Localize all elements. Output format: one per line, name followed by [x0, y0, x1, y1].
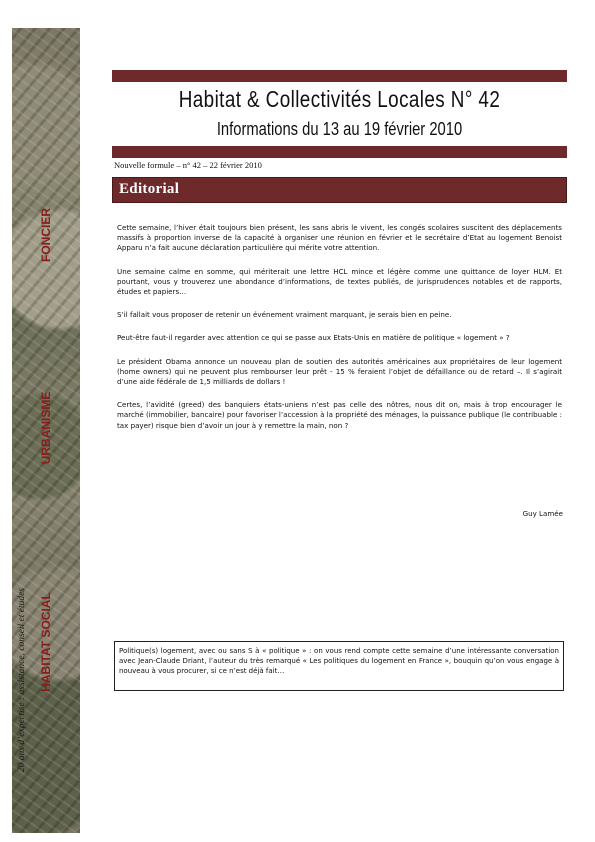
sidebar-slogan: 20 ans d’expertise : assistance, conseil et études — [17, 587, 27, 773]
page-subtitle: Informations du 13 au 19 février 2010 — [216, 119, 463, 139]
editorial-paragraph: Cette semaine, l’hiver était toujours bien présent, les sans abris le vivent, les congés scolaires suscitent des déplacements massifs à proportion inverse de la capacité à organiser une réunion en février et le secrétaire d’Etat au logement Benoist Apparu n’a fait aucune déclaration particulière qui mérite votre attention. — [117, 223, 562, 253]
note-box: Politique(s) logement, avec ou sans S à « politique » : on vous rend compte cette semaine d’une intéressante conversation avec Jean-Claude Driant, l’auteur du très remarqué « Les politiques du logement en France », bouquin qu’on vous engage à nouveau à vous procurer, si ce n’est déjà fait… — [114, 641, 564, 691]
editorial-heading: Editorial — [119, 181, 180, 197]
editorial-paragraph: Une semaine calme en somme, qui mériterait une lettre HCL mince et légère comme une quittance de loyer HLM. Et pourtant, vous y trouverez une abondance d’informations, de textes publiés, de jurisprudences notables et de rapports, études et papiers… — [117, 266, 562, 297]
editorial-body — [117, 223, 562, 444]
editorial-paragraph: Le président Obama annonce un nouveau plan de soutien des autorités américaines aux propriétaires de leur logement (home owners) qui ne peuvent plus rembourser leur prêt - 15 % feraient l’objet de défaillance ou de retard –. Il s’agirait d’une aide fédérale de 1,5 milliards de dollars ! — [117, 356, 562, 387]
editorial-paragraph: Certes, l’avidité (greed) des banquiers états-uniens n’est pas celle des nôtres, nous dit on, mais à trop encourager le marché (immobilier, bancaire) pour favoriser l’accession à la propriété des ménages, la puissance publique (le contribuable : tax payer) risque bien d’avoir un jour à y remettre la main, non ? — [117, 400, 562, 430]
signature: Guy Lamée — [522, 509, 563, 518]
issue-line: Nouvelle formule – n° 42 – 22 février 2010 — [114, 160, 262, 170]
editorial-paragraph: Peut-être faut-il regarder avec attention ce qui se passe aux Etats-Unis en matière de politique « logement » ? — [117, 333, 510, 343]
tag-foncier: FONCIER — [39, 208, 53, 262]
header-bottom-rule — [112, 146, 567, 158]
header-top-rule — [112, 70, 567, 82]
tag-urbanisme: URBANISME — [39, 391, 53, 465]
aerial-photo-strip — [12, 28, 80, 833]
tag-habitat-social: HABITAT SOCIAL — [39, 592, 53, 692]
editorial-paragraph: S’il fallait vous proposer de retenir un événement vraiment marquant, je serais bien en peine. — [117, 310, 452, 320]
editorial-heading-bar — [112, 177, 567, 203]
page-title: Habitat & Collectivités Locales N° 42 — [178, 86, 501, 112]
